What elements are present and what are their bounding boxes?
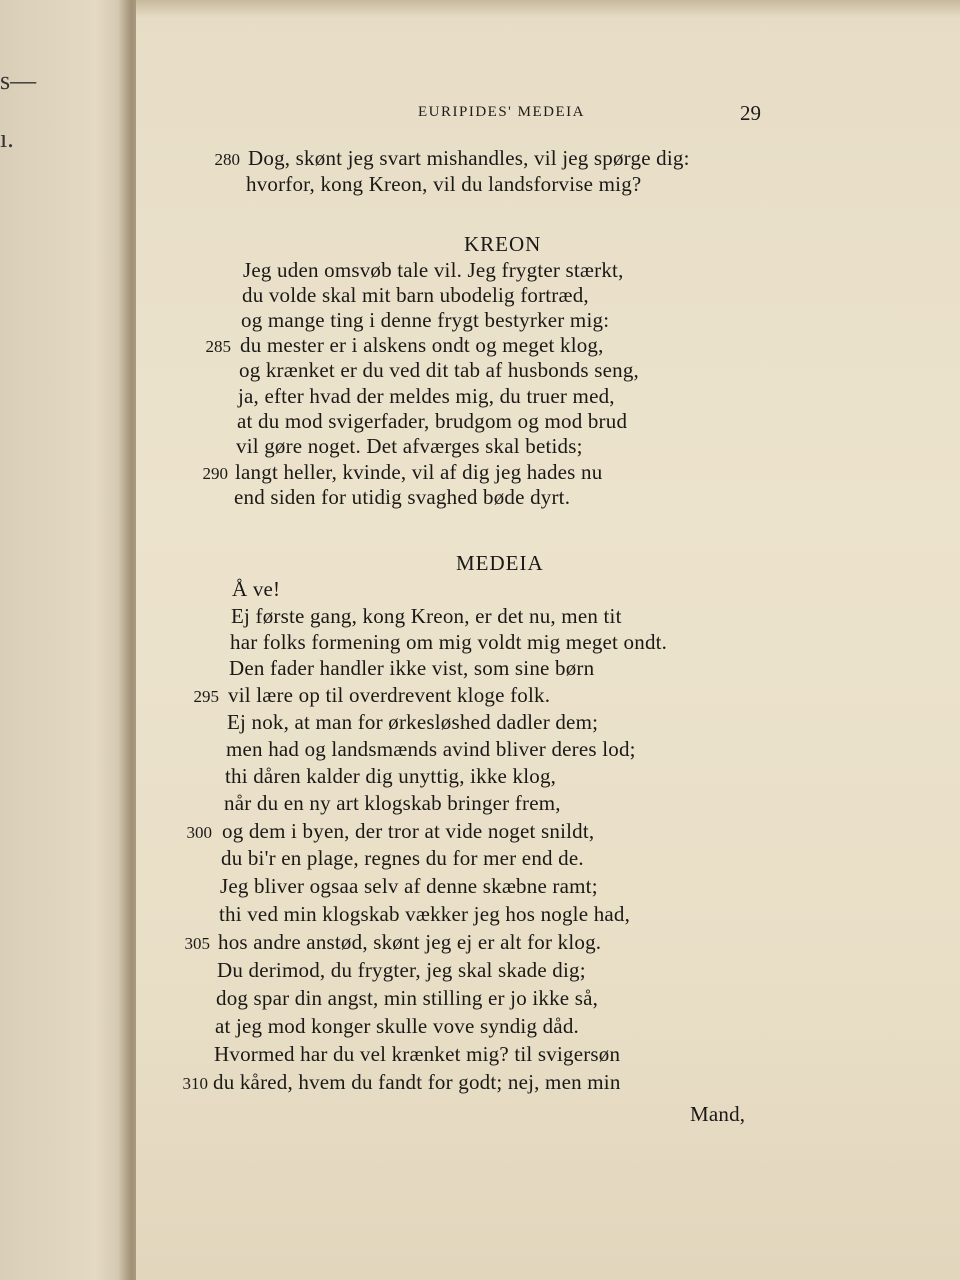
verse-line: vil gøre noget. Det afværges skal betids; — [236, 434, 583, 458]
left-page-mark: ı. — [0, 124, 14, 153]
verse-line: at jeg mod konger skulle vove syndig dåd. — [215, 1014, 579, 1038]
verse-line: hos andre anstød, skønt jeg ej er alt for klog. — [218, 930, 602, 954]
verse-line: og krænket er du ved dit tab af husbonds seng, — [239, 358, 639, 382]
running-head: EURIPIDES' MEDEIA — [418, 104, 585, 120]
verse-line: vil lære op til overdrevent kloge folk. — [228, 683, 551, 707]
verse-line: Jeg bliver ogsaa selv af denne skæbne ramt; — [220, 874, 598, 898]
verse-line: Dog, skønt jeg svart mishandles, vil jeg spørge dig: — [248, 146, 690, 170]
verse-line: og mange ting i denne frygt bestyrker mig: — [241, 308, 610, 332]
line-number: 290 — [202, 464, 228, 483]
line-number: 305 — [184, 934, 210, 953]
verse-line: at du mod svigerfader, brudgom og mod brud — [237, 409, 628, 433]
verse-line: thi ved min klogskab vækker jeg hos nogle had, — [219, 902, 631, 926]
verse-line: Du derimod, du frygter, jeg skal skade dig; — [217, 958, 586, 982]
verse-line: Ej nok, at man for ørkesløshed dadler dem; — [227, 710, 599, 734]
verse-line: thi dåren kalder dig unyttig, ikke klog, — [225, 764, 557, 788]
line-number: 280 — [214, 150, 240, 169]
verse-line: Å ve! — [232, 577, 281, 601]
page-edge-shadow — [136, 0, 960, 18]
verse-line: du volde skal mit barn ubodelig fortræd, — [242, 283, 589, 307]
page-number: 29 — [740, 101, 761, 125]
verse-line: Hvormed har du vel krænket mig? til svigersøn — [214, 1042, 621, 1066]
verse-line: Mand, — [690, 1102, 746, 1126]
verse-line: du kåred, hvem du fandt for godt; nej, men min — [213, 1070, 621, 1094]
speaker-heading: MEDEIA — [456, 551, 544, 575]
speaker-heading: KREON — [464, 232, 542, 256]
verse-line: hvorfor, kong Kreon, vil du landsforvise mig? — [246, 172, 642, 196]
verse-line: Jeg uden omsvøb tale vil. Jeg frygter stærkt, — [243, 258, 624, 282]
line-number: 295 — [193, 687, 219, 706]
verse-line: du mester er i alskens ondt og meget klog, — [240, 333, 604, 357]
verse-line: Ej første gang, kong Kreon, er det nu, men tit — [231, 604, 622, 628]
verse-line: end siden for utidig svaghed bøde dyrt. — [234, 485, 571, 509]
left-page — [0, 0, 136, 1280]
verse-line: langt heller, kvinde, vil af dig jeg hades nu — [235, 460, 603, 484]
verse-line: du bi'r en plage, regnes du for mer end de. — [221, 846, 584, 870]
verse-line: dog spar din angst, min stilling er jo ikke så, — [216, 986, 599, 1010]
verse-line: Den fader handler ikke vist, som sine børn — [229, 656, 595, 680]
line-number: 300 — [186, 823, 212, 842]
verse-line: har folks formening om mig voldt mig meget ondt. — [230, 630, 668, 654]
verse-line: og dem i byen, der tror at vide noget snildt, — [222, 819, 595, 843]
line-number: 285 — [205, 337, 231, 356]
line-number: 310 — [182, 1074, 208, 1093]
verse-line: når du en ny art klogskab bringer frem, — [224, 791, 561, 815]
verse-line: ja, efter hvad der meldes mig, du truer med, — [238, 384, 615, 408]
verse-line: men had og landsmænds avind bliver deres lod; — [226, 737, 636, 761]
left-page-mark: s— — [0, 66, 37, 95]
